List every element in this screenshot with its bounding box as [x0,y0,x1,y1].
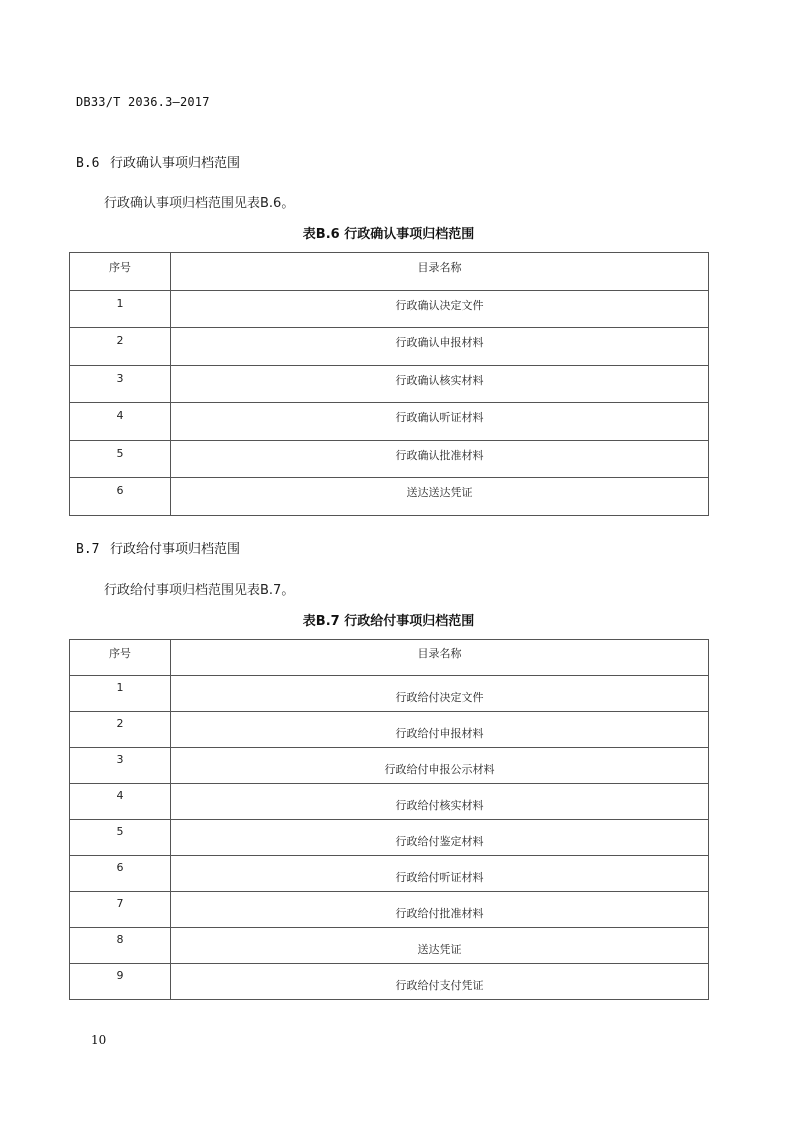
section-b6-intro: 行政确认事项归档范围见表B.6。 [104,196,295,211]
table-b6 [69,252,709,516]
column-header-name: 目录名称 [171,640,709,676]
table-row [70,712,709,748]
cell-seq: 2 [70,712,171,748]
table-row [70,328,709,366]
cell-seq: 6 [70,856,171,892]
cell-name: 行政给付支付凭证 [171,964,709,1000]
section-b7-title: 行政给付事项归档范围 [110,542,241,557]
table-b7 [69,639,709,1000]
cell-seq: 5 [70,820,171,856]
table-row [70,820,709,856]
cell-name: 行政给付申报公示材料 [171,748,709,784]
section-b7-intro: 行政给付事项归档范围见表B.7。 [104,583,295,598]
cell-name: 行政确认批准材料 [171,440,709,478]
table-row [70,440,709,478]
cell-seq: 4 [70,784,171,820]
cell-seq: 9 [70,964,171,1000]
cell-seq: 2 [70,328,171,366]
cell-seq: 3 [70,748,171,784]
table-row [70,892,709,928]
table-row [70,290,709,328]
cell-seq: 1 [70,676,171,712]
cell-name: 行政给付听证材料 [171,856,709,892]
table-row [70,478,709,516]
table-row [70,856,709,892]
table-row [70,365,709,403]
cell-seq: 6 [70,478,171,516]
table-row [70,784,709,820]
cell-name: 行政确认核实材料 [171,365,709,403]
cell-name: 行政确认申报材料 [171,328,709,366]
table-row [70,403,709,441]
cell-seq: 1 [70,290,171,328]
document-code: DB33/T 2036.3—2017 [76,95,210,109]
column-header-seq: 序号 [70,253,171,291]
page-number: 10 [91,1033,107,1047]
cell-name: 送达送达凭证 [171,478,709,516]
table-header-row [70,253,709,291]
cell-name: 行政给付鉴定材料 [171,820,709,856]
cell-name: 送达凭证 [171,928,709,964]
section-b6-number: B.6 [76,156,100,171]
table-row [70,676,709,712]
cell-name: 行政确认决定文件 [171,290,709,328]
cell-seq: 8 [70,928,171,964]
cell-seq: 3 [70,365,171,403]
column-header-seq: 序号 [70,640,171,676]
cell-name: 行政给付申报材料 [171,712,709,748]
cell-seq: 7 [70,892,171,928]
cell-seq: 5 [70,440,171,478]
table-row [70,748,709,784]
table-row [70,928,709,964]
table-header-row [70,640,709,676]
section-b6-title: 行政确认事项归档范围 [110,156,241,171]
section-b7-number: B.7 [76,542,100,557]
cell-name: 行政确认听证材料 [171,403,709,441]
cell-name: 行政给付决定文件 [171,676,709,712]
cell-name: 行政给付批准材料 [171,892,709,928]
cell-name: 行政给付核实材料 [171,784,709,820]
table-b7-caption: 表B.7 行政给付事项归档范围 [302,614,475,629]
column-header-name: 目录名称 [171,253,709,291]
cell-seq: 4 [70,403,171,441]
table-b6-caption: 表B.6 行政确认事项归档范围 [302,227,475,242]
section-b7-heading [76,538,240,557]
section-b6-heading [76,152,240,171]
table-row [70,964,709,1000]
